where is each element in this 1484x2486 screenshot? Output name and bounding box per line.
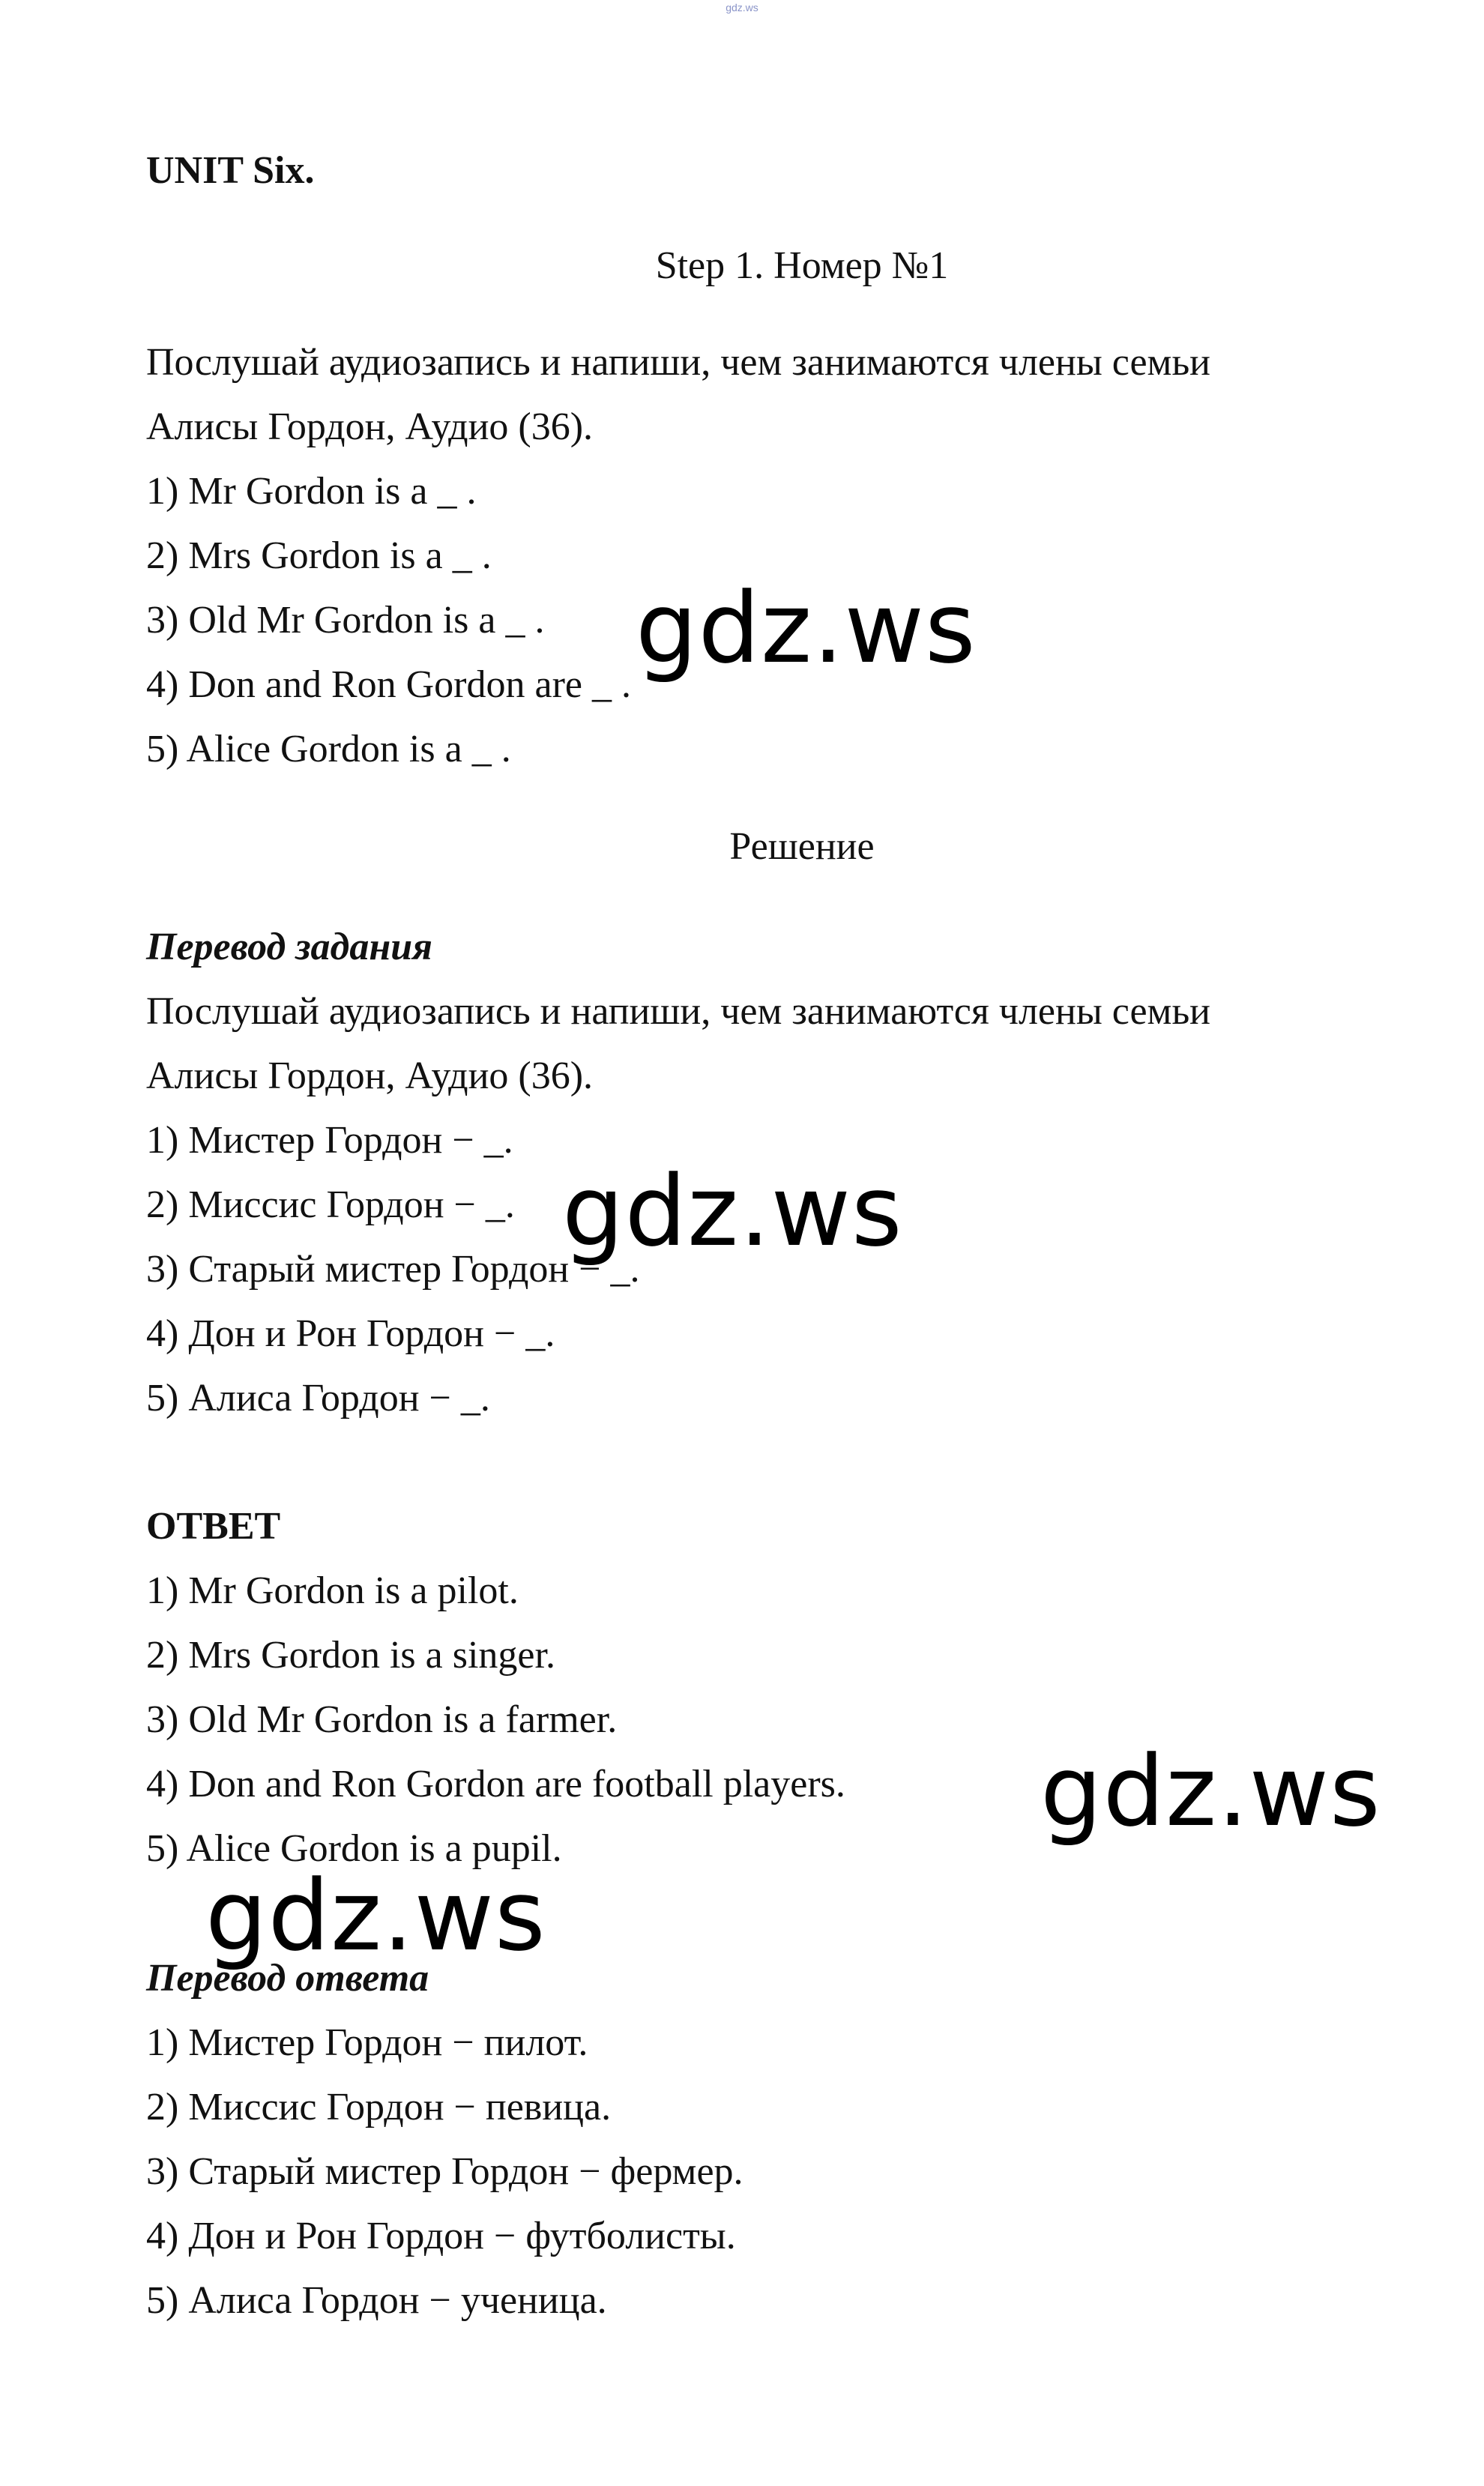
answer-heading: ОТВЕТ: [146, 1505, 281, 1548]
task-translation-item: 1) Мистер Гордон − _.: [146, 1119, 513, 1162]
task-instruction: Послушай аудиозапись и напиши, чем занимаются члены семьи: [146, 341, 1210, 384]
task-translation-instruction-cont: Алисы Гордон, Аудио (36).: [146, 1055, 594, 1097]
watermark: gdz.ws: [562, 1154, 903, 1268]
task-item: 1) Mr Gordon is a _ .: [146, 470, 477, 513]
page-mark: gdz.ws: [726, 1, 758, 13]
answer-item: 3) Old Mr Gordon is a farmer.: [146, 1698, 618, 1741]
answer-translation-item: 5) Алиса Гордон − ученица.: [146, 2279, 607, 2322]
answer-translation-item: 1) Мистер Гордон − пилот.: [146, 2021, 588, 2064]
task-item: 5) Alice Gordon is a _ .: [146, 728, 511, 770]
answer-item: 2) Mrs Gordon is a singer.: [146, 1634, 555, 1677]
task-item: 2) Mrs Gordon is a _ .: [146, 534, 492, 577]
task-translation-item: 3) Старый мистер Гордон − _.: [146, 1248, 640, 1291]
answer-translation-heading: Перевод ответа: [146, 1957, 429, 2000]
task-translation-item: 4) Дон и Рон Гордон − _.: [146, 1312, 555, 1355]
answer-item: 4) Don and Ron Gordon are football players.: [146, 1763, 845, 1805]
unit-title: UNIT Six.: [146, 149, 315, 192]
answer-translation-item: 3) Старый мистер Гордон − фермер.: [146, 2150, 743, 2193]
task-item: 4) Don and Ron Gordon are _ .: [146, 663, 631, 706]
task-translation-item: 2) Миссис Гордон − _.: [146, 1183, 515, 1226]
answer-item: 1) Mr Gordon is a pilot.: [146, 1569, 519, 1612]
solution-heading: Решение: [729, 825, 875, 868]
answer-translation-item: 4) Дон и Рон Гордон − футболисты.: [146, 2215, 736, 2257]
watermark: gdz.ws: [1040, 1734, 1381, 1848]
step-title: Step 1. Номер №1: [655, 244, 949, 287]
task-translation-heading: Перевод задания: [146, 926, 432, 968]
task-item: 3) Old Mr Gordon is a _ .: [146, 599, 545, 642]
task-translation-item: 5) Алиса Гордон − _.: [146, 1377, 490, 1420]
task-instruction-cont: Алисы Гордон, Аудио (36).: [146, 405, 594, 448]
watermark: gdz.ws: [636, 571, 977, 685]
task-translation-instruction: Послушай аудиозапись и напиши, чем занимаются члены семьи: [146, 990, 1210, 1033]
answer-item: 5) Alice Gordon is a pupil.: [146, 1827, 562, 1870]
watermark: gdz.ws: [205, 1859, 546, 1973]
answer-translation-item: 2) Миссис Гордон − певица.: [146, 2086, 612, 2129]
